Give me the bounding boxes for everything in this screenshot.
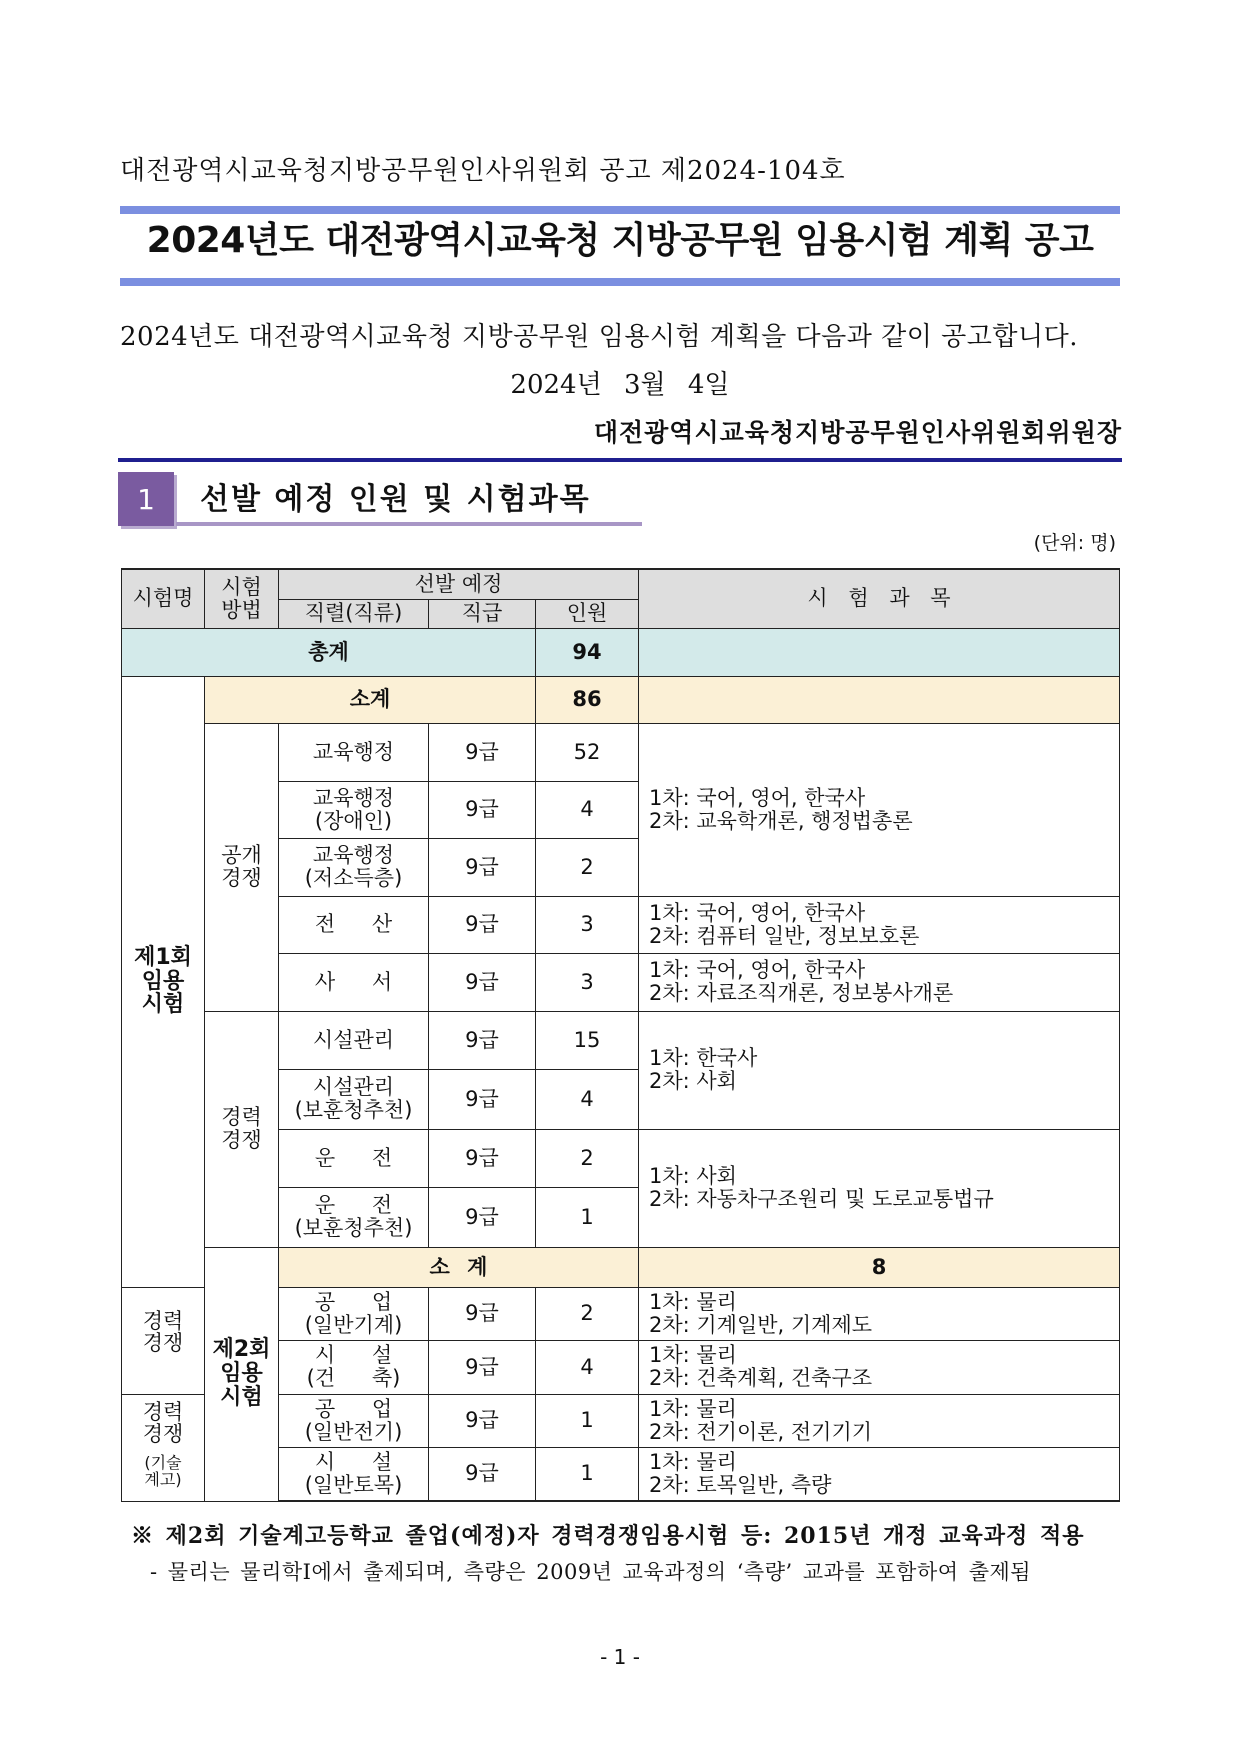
subjects: 1차: 물리 2차: 전기이론, 전기기기 (639, 1394, 1120, 1447)
title-bottom-rule (120, 278, 1120, 286)
exam2-subtotal-row (122, 1247, 1120, 1287)
notice-date: 2024년 3월 4일 (510, 370, 730, 400)
intro-text: 2024년도 대전광역시교육청 지방공무원 임용시험 계획을 다음과 같이 공고합니다. (120, 322, 1078, 352)
count: 4 (536, 781, 639, 838)
grade: 9급 (429, 1447, 536, 1501)
count: 4 (536, 1340, 639, 1394)
count: 3 (536, 953, 639, 1011)
exam2-name: 제2회 임용 시험 (205, 1247, 279, 1501)
header-row (122, 569, 1120, 599)
job-series: 운 전 (279, 1129, 429, 1187)
header-subjects: 시 험 과 목 (639, 569, 1120, 628)
subjects: 1차: 국어, 영어, 한국사 2차: 교육학개론, 행정법총론 (639, 723, 1120, 896)
job-series: 전 산 (279, 896, 429, 953)
job-series: 교육행정 (장애인) (279, 781, 429, 838)
grade: 9급 (429, 781, 536, 838)
grade: 9급 (429, 1129, 536, 1187)
subjects: 1차: 사회 2차: 자동차구조원리 및 도로교통법규 (639, 1129, 1120, 1247)
footnote-physics: - 물리는 물리학Ⅰ에서 출제되며, 측량은 2009년 교육과정의 ‘측량’ 교과를 포함하여 출제됨 (150, 1560, 1032, 1584)
exam1-subtotal-count: 86 (536, 676, 639, 723)
job-series: 운 전 (보훈청추천) (279, 1187, 429, 1247)
exam1-subtotal-subject-empty (639, 676, 1120, 723)
table-row (122, 723, 1120, 781)
unit-label: (단위: 명) (1033, 532, 1116, 554)
job-series: 공 업 (일반기계) (279, 1287, 429, 1340)
count: 4 (536, 1069, 639, 1129)
exam2-subtotal-count: 8 (639, 1247, 1120, 1287)
section-divider (118, 458, 1122, 462)
job-series: 교육행정 (279, 723, 429, 781)
count: 1 (536, 1447, 639, 1501)
grade: 9급 (429, 1011, 536, 1069)
job-series: 사 서 (279, 953, 429, 1011)
total-count: 94 (536, 628, 639, 676)
subjects: 1차: 국어, 영어, 한국사 2차: 컴퓨터 일반, 정보보호론 (639, 896, 1120, 953)
signer: 대전광역시교육청지방공무원인사위원회위원장 (593, 418, 1122, 447)
exam1-method-career: 경력 경쟁 (205, 1011, 279, 1247)
job-series: 시설관리 (279, 1011, 429, 1069)
footnote-curriculum: ※ 제2회 기술계고등학교 졸업(예정)자 경력경쟁임용시험 등: 2015년 개정 교육과정 적용 (131, 1523, 1085, 1549)
job-series: 공 업 (일반전기) (279, 1394, 429, 1447)
count: 15 (536, 1011, 639, 1069)
job-series: 교육행정 (저소득층) (279, 838, 429, 896)
total-row (122, 628, 1120, 676)
selection-table (121, 568, 1120, 1502)
notice-number: 대전광역시교육청지방공무원인사위원회 공고 제2024-104호 (120, 156, 846, 186)
subjects: 1차: 한국사 2차: 사회 (639, 1011, 1120, 1129)
job-series: 시설관리 (보훈청추천) (279, 1069, 429, 1129)
header-exam-method: 시험 방법 (205, 569, 279, 628)
count: 1 (536, 1187, 639, 1247)
subjects: 1차: 물리 2차: 토목일반, 측량 (639, 1447, 1120, 1501)
grade: 9급 (429, 1187, 536, 1247)
exam2-method-career: 경력 경쟁 (122, 1287, 205, 1394)
grade: 9급 (429, 723, 536, 781)
section-title: 선발 예정 인원 및 시험과목 (200, 482, 591, 517)
job-series: 시 설 (건 축) (279, 1340, 429, 1394)
header-job-series: 직렬(직류) (279, 599, 429, 628)
grade: 9급 (429, 1394, 536, 1447)
grade: 9급 (429, 953, 536, 1011)
count: 2 (536, 1287, 639, 1340)
page-number: - 1 - (600, 1645, 640, 1669)
exam2-method-career-tech (122, 1394, 205, 1501)
grade: 9급 (429, 896, 536, 953)
header-grade: 직급 (429, 599, 536, 628)
total-subject-empty (639, 628, 1120, 676)
section-title-underline (176, 522, 642, 526)
count: 3 (536, 896, 639, 953)
subjects: 1차: 국어, 영어, 한국사 2차: 자료조직개론, 정보봉사개론 (639, 953, 1120, 1011)
method-career-tech-label: 경력 경쟁 (142, 1399, 184, 1447)
grade: 9급 (429, 1069, 536, 1129)
header-selection-plan: 선발 예정 (279, 569, 639, 599)
header-count: 인원 (536, 599, 639, 628)
subjects: 1차: 물리 2차: 기계일반, 기계제도 (639, 1287, 1120, 1340)
section-number-badge: 1 (118, 472, 174, 526)
grade: 9급 (429, 1287, 536, 1340)
count: 2 (536, 838, 639, 896)
exam1-name: 제1회 임용 시험 (122, 676, 205, 1287)
grade: 9급 (429, 838, 536, 896)
table-row (122, 1011, 1120, 1069)
header-exam-name: 시험명 (122, 569, 205, 628)
grade: 9급 (429, 1340, 536, 1394)
count: 2 (536, 1129, 639, 1187)
exam1-subtotal-label: 소계 (205, 676, 536, 723)
exam1-subtotal-row (122, 676, 1120, 723)
job-series: 시 설 (일반토목) (279, 1447, 429, 1501)
method-tech-note: (기술 계고) (144, 1452, 182, 1490)
page-title: 2024년도 대전광역시교육청 지방공무원 임용시험 계획 공고 (146, 220, 1094, 261)
exam2-subtotal-label: 소 계 (279, 1247, 639, 1287)
subjects: 1차: 물리 2차: 건축계획, 건축구조 (639, 1340, 1120, 1394)
count: 52 (536, 723, 639, 781)
total-label: 총계 (122, 628, 536, 676)
count: 1 (536, 1394, 639, 1447)
exam1-method-open: 공개 경쟁 (205, 723, 279, 1011)
